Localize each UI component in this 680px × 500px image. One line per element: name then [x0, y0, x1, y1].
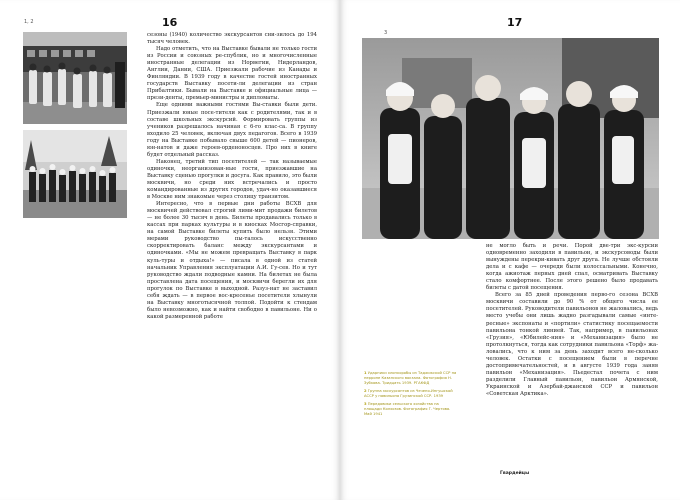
paragraph: Надо отметить, что на Выставке бывали не только гости из России и союзных ре-спублик, но и многочисленные иностранные делегации из Норвегии, Нидерландов, Англии, Дании, США. Приезжали рабочие из Канады и Финляндии. В 1939 году в качестве гостей иностранных государств Выставку посети-ли делегации из стран Прибалтики. Бывали на Выставке и официальные лица — прези-денты, премьер-министры и дипломаты.: [147, 46, 317, 102]
caption: [364, 389, 457, 399]
left-text-column: [147, 32, 317, 464]
caption-text: Ударники хлопкоробы из Таджикской ССР на перроне Казанского вокзала. Фотография Н. Зубкова. Тридцать 1939. РГАКФД: [364, 371, 457, 385]
paragraph: Наконец, третий тип посетителей — так называемые одиночки, неорганизован-ные гости, приезжавшие на Выставку сценью прогулки и досуга. Как правило, это были москвичи, но среди них встречались и просто командированные из других городов, удач-но оказавшиеся в Москве ним знакомые через столицу транзитом.: [147, 158, 317, 201]
paragraph: не могло быть и речи. Порой две-три экс-курсии одновременно заходили в павильон, и экскурсоводы были вынуждены перекри-кивать друг друга. Не лучше обстояли дела и с кафе — очереди были колоссальными. Конечно, когда ажиотаж первых дней спал, осматривать Выставку стало комфортнее. После этого решено было продавать билеты с датой посещения.: [486, 243, 658, 292]
paragraph: Еще одними важными гостями Вы-ставки были дети. Приезжали юные посе-тители как с родителями, так и в составе школьных экскурсий. Формировать группы из учеников разрешалось начиная с 6-го клас-са. В группу входило 25 человек, включая двух педагогов. Всего в 1939 году на Выставке побывало свыше 600 детей — пионеров, юн-натов и даже героев-орденоносцев. Про них в книге будет отдельный рассказ.: [147, 102, 317, 158]
caption-text: Передовики сельского хозяйства на площади Колхозов. Фотография Г. Чертова. Май 1941: [364, 402, 451, 416]
caption: [364, 371, 457, 386]
caption-text: Группа экскурсантов из Чечено-Ингушской АССР у павильона Грузинской ССР. 1939: [364, 389, 453, 398]
right-page: [340, 0, 680, 500]
running-footer: Гвардейцы: [500, 471, 530, 476]
right-text-column: [486, 243, 658, 465]
caption: [364, 402, 457, 417]
caption-number: 3: [364, 402, 367, 406]
photo-excursion-group: [23, 130, 127, 218]
photo-captions: [364, 371, 457, 420]
paragraph: сезоны (1940) количество экскурсантов сни-зилось до 194 тысяч человек.: [147, 32, 317, 46]
photo-ref-label: 3: [384, 30, 388, 36]
photo-refs-label: 1, 2: [24, 19, 34, 25]
photo-station-platform: [23, 32, 127, 124]
paragraph: Всего за 85 дней проведения перво-го сезона ВСХВ москвичи составили до 90 % от общего числа ее посетителей. Руководители павильонов не жаловались, ведь место учебы они лишь жадно разгадывали самые «инте-ресные» экспонаты и «портили» статистику посещаемости павильона тонкой линией. Так, например, в павильонах «Грузия», «Юбилейс-ния» и «Механизация» было не протолкнуться, тогда как сотрудники павильона «Торф» жа-ловались, что к ним за день заходит всего не-сколько человек. Остатки с посещением были в перечне достопримечательностей, и в августе 1939 года заняв павильон «Механизация». Пьедестал почета с ним разделили Главный павильон, павильон Армянской, Украинской и Азербай-джанской ССР и павильон «Советская Арктика».: [486, 292, 658, 397]
photo-farmers-walking: [362, 38, 659, 239]
page-number-right: 17: [507, 16, 523, 29]
page-number-left: 16: [162, 16, 178, 29]
caption-number: 2: [364, 389, 367, 393]
paragraph: Интересно, что в первые дни работы ВСХВ для москвичей действовал строгий лими-мит продажи билетов — не более 30 тысяч в день. Билеты продавались только в кассах при парках культуры и в киосках Мосгор-справки, на самой Выставке билеты купить было нельзя. Этими мерами руководство пы-талось искусственно скорректировать баланс между экскурсантами и одиночками. «Мы не можем превращать Выставку в парк куль-туры и отдыха!» — писала в одной из статей начальник Управления эксплуатации А.И. Гу-сев. Но и тут руководство ждали подводные камни. На билетах не была проставлена дата посещения, и москвичи берегли их для прогулок по Выставке в выходной. Разуз-нат не заставил себя ждать — в первое вос-кресенье посетители хлынули на Выставку многотысячной толпой. Подойти к стендам было невозможно, как и найти свободно в павильоне. Ни о какой размеренной работе: [147, 201, 317, 320]
caption-number: 1: [364, 371, 367, 375]
